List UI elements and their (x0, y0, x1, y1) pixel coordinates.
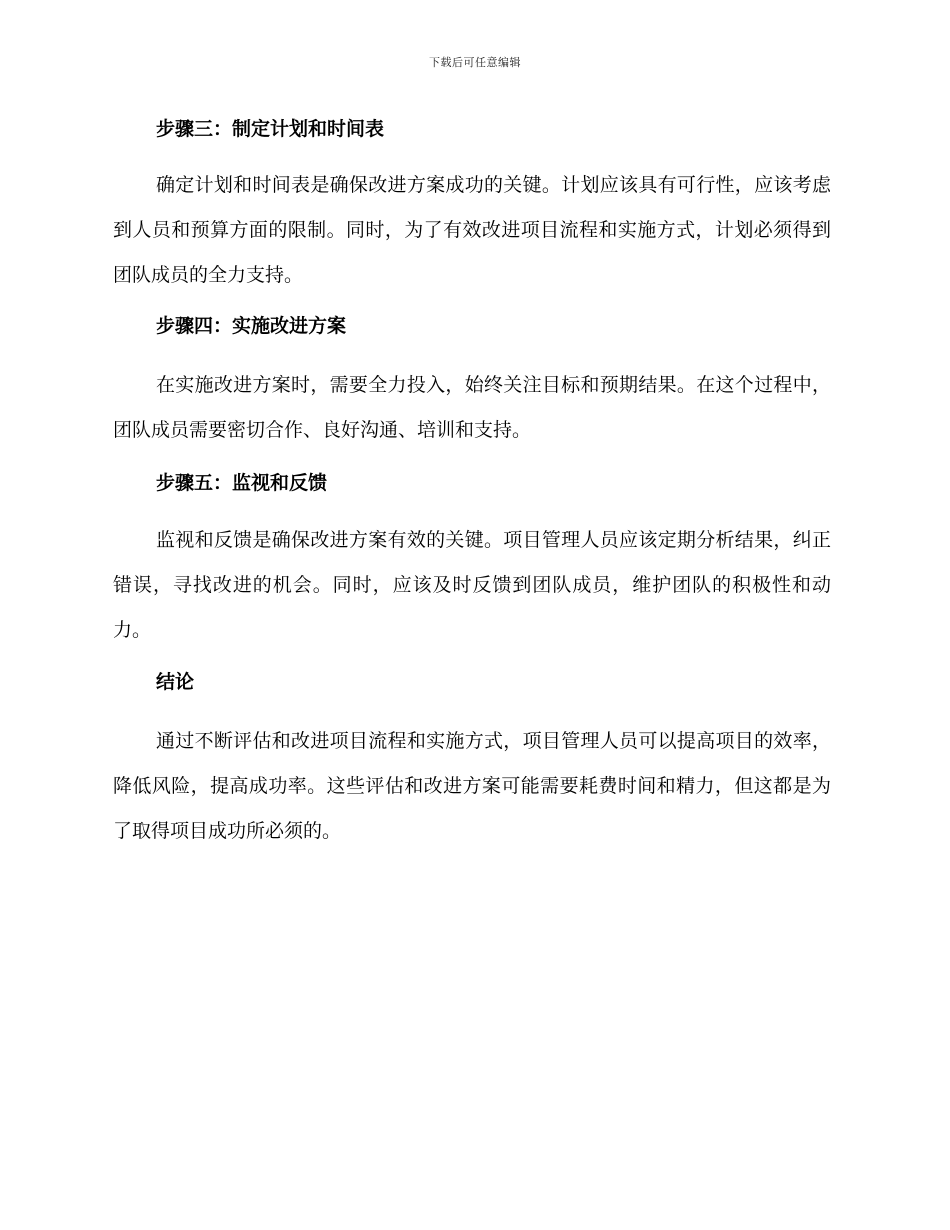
section-paragraph-step3: 确定计划和时间表是确保改进方案成功的关键。计划应该具有可行性，应该考虑到人员和预算方面的限制。同时，为了有效改进项目流程和实施方式，计划必须得到团队成员的全力支持。 (113, 174, 831, 286)
section-paragraph-step4: 在实施改进方案时，需要全力投入，始终关注目标和预期结果。在这个过程中，团队成员需要密切合作、良好沟通、培训和支持。 (113, 374, 831, 441)
section-paragraph-conclusion: 通过不断评估和改进项目流程和实施方式，项目管理人员可以提高项目的效率，降低风险，提高成功率。这些评估和改进方案可能需要耗费时间和精力，但这都是为了取得项目成功所必须的。 (113, 730, 831, 842)
section-heading-step3: 步骤三：制定计划和时间表 (156, 118, 385, 140)
section-heading-conclusion: 结论 (156, 671, 195, 693)
section-heading-step4: 步骤四：实施改进方案 (156, 315, 347, 337)
section-heading-step5: 步骤五：监视和反馈 (156, 472, 328, 494)
document-body (113, 112, 831, 854)
section-paragraph-step5: 监视和反馈是确保改进方案有效的关键。项目管理人员应该定期分析结果，纠正错误，寻找改进的机会。同时，应该及时反馈到团队成员，维护团队的积极性和动力。 (113, 529, 831, 641)
page-header-note: 下载后可任意编辑 (429, 56, 521, 69)
